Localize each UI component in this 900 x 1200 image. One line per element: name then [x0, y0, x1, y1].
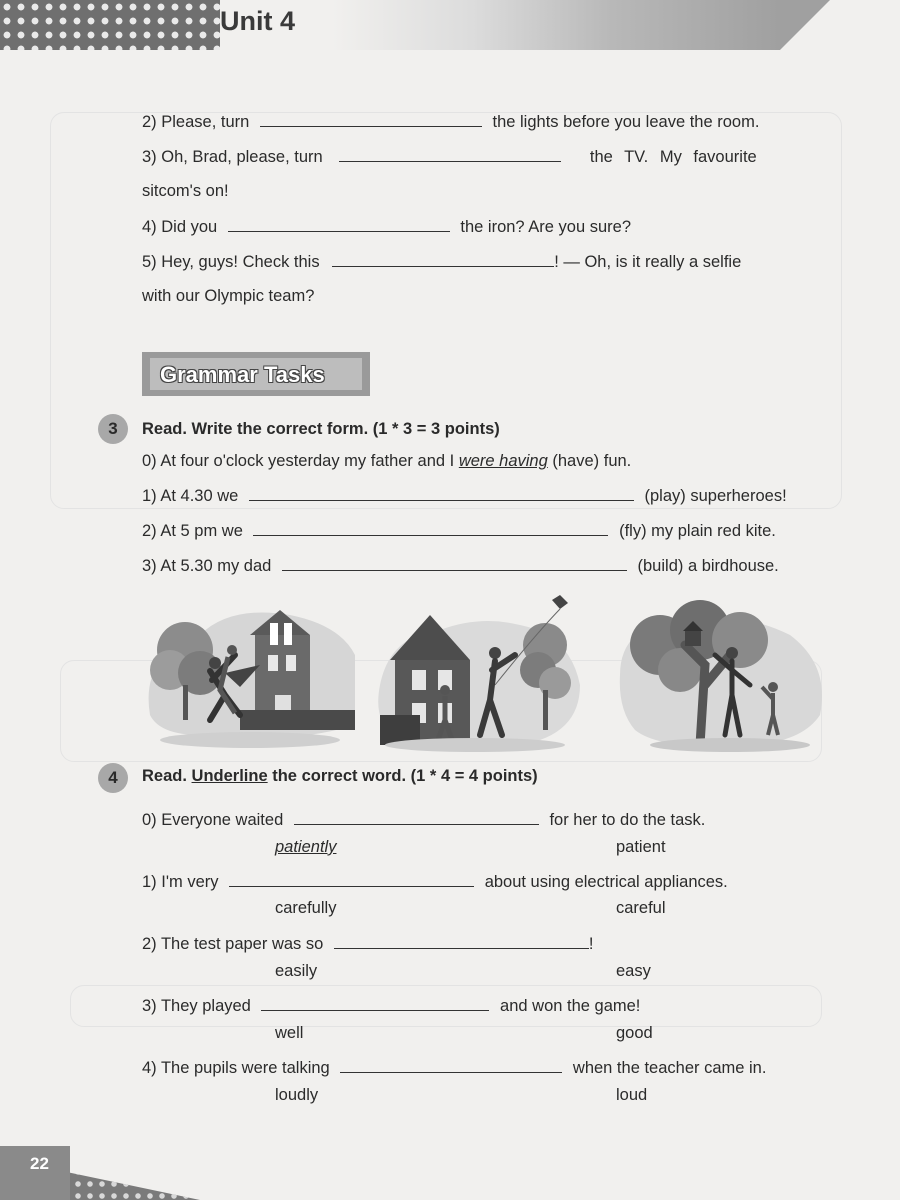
option-word[interactable]: loudly — [275, 1086, 319, 1104]
option-word[interactable]: easy — [616, 962, 651, 980]
option-word[interactable]: well — [275, 1024, 304, 1042]
option-word[interactable]: patient — [616, 838, 666, 856]
task3-item-3 — [142, 556, 779, 576]
item-text: 4) Did you — [142, 218, 218, 236]
task4-item-3 — [142, 996, 640, 1016]
item-text: 0) Everyone waited — [142, 811, 284, 829]
answer-blank[interactable] — [332, 252, 554, 267]
answer-blank[interactable] — [334, 934, 589, 949]
item-text: 3) At 5.30 my dad — [142, 557, 272, 575]
option-word[interactable]: carefully — [275, 899, 337, 917]
section-header-inner — [150, 358, 362, 390]
option-word[interactable]: easily — [275, 962, 318, 980]
answer-blank[interactable] — [253, 521, 608, 536]
answer-blank[interactable] — [339, 147, 561, 162]
item-text: (play) superheroes! — [644, 487, 787, 505]
item-text: the TV. My favourite — [589, 148, 757, 166]
item-text: when the teacher came in. — [572, 1059, 767, 1077]
header-band — [220, 0, 780, 50]
item-text: 3) Oh, Brad, please, turn — [142, 148, 323, 166]
option-word[interactable]: loud — [616, 1086, 648, 1104]
prev-item-3-cont: sitcom's on! — [142, 182, 229, 200]
answer-blank[interactable] — [294, 810, 539, 825]
item-text: (fly) my plain red kite. — [619, 522, 776, 540]
item-text: 2) Please, turn — [142, 113, 250, 131]
answer-blank[interactable] — [228, 217, 450, 232]
instruction-keyword: Underline — [191, 767, 268, 785]
answer-blank[interactable] — [261, 996, 489, 1011]
birdhouse-illustration — [620, 600, 822, 752]
prev-item-2 — [142, 112, 759, 132]
answer-blank[interactable] — [229, 872, 474, 887]
superheroes-illustration — [149, 610, 355, 748]
task4-instruction — [142, 767, 538, 786]
prev-item-5-cont: with our Olympic team? — [142, 287, 315, 305]
prev-item-5 — [142, 252, 741, 272]
section-title: Grammar Tasks — [160, 362, 325, 387]
instruction-text: Read. — [142, 767, 187, 785]
section-header — [142, 352, 370, 396]
answer-blank[interactable] — [260, 112, 482, 127]
show-through-frame — [50, 112, 842, 509]
item-text: 1) At 4.30 we — [142, 487, 239, 505]
option-word[interactable]: good — [616, 1024, 653, 1042]
item-text: the iron? Are you sure? — [460, 218, 631, 236]
example-answer: were having — [458, 452, 548, 470]
task3-example — [142, 452, 631, 471]
item-text: ! — Oh, is it really a selfie — [554, 253, 742, 271]
task4-item-0 — [142, 810, 705, 830]
page-number: 22 — [30, 1154, 49, 1173]
item-text: about using electrical appliances. — [484, 873, 728, 891]
item-text: 4) The pupils were talking — [142, 1059, 330, 1077]
unit-title: Unit 4 — [220, 6, 296, 36]
item-text: (have) fun. — [552, 452, 632, 470]
task4-item-1 — [142, 872, 728, 892]
task-number-badge: 4 — [98, 763, 128, 793]
activity-illustrations — [140, 595, 830, 765]
item-text: ! — [588, 935, 594, 953]
task3-item-2 — [142, 521, 776, 541]
item-text: 0) At four o'clock yesterday my father and I — [142, 452, 455, 470]
prev-item-4 — [142, 217, 631, 237]
task4-item-4 — [142, 1058, 766, 1078]
option-word[interactable]: patiently — [275, 838, 337, 856]
instruction-text: the correct word. (1 * 4 = 4 points) — [272, 767, 538, 785]
answer-blank[interactable] — [340, 1058, 562, 1073]
task-number-badge: 3 — [98, 414, 128, 444]
option-word[interactable]: careful — [616, 899, 666, 917]
item-text: (build) a birdhouse. — [637, 557, 779, 575]
header-dot-pattern — [0, 0, 220, 50]
item-text: 2) The test paper was so — [142, 935, 324, 953]
item-text: 2) At 5 pm we — [142, 522, 243, 540]
item-text: for her to do the task. — [549, 811, 706, 829]
answer-blank[interactable] — [249, 486, 634, 501]
task4-item-2 — [142, 934, 593, 954]
kite-illustration — [378, 595, 580, 752]
item-text: 5) Hey, guys! Check this — [142, 253, 320, 271]
task3-item-1 — [142, 486, 787, 506]
task3-instruction: Read. Write the correct form. (1 * 3 = 3 points) — [142, 420, 500, 438]
prev-item-3 — [142, 147, 757, 167]
item-text: 3) They played — [142, 997, 251, 1015]
item-text: the lights before you leave the room. — [492, 113, 760, 131]
item-text: and won the game! — [500, 997, 641, 1015]
header-band-end — [780, 0, 830, 50]
answer-blank[interactable] — [282, 556, 627, 571]
item-text: 1) I'm very — [142, 873, 219, 891]
